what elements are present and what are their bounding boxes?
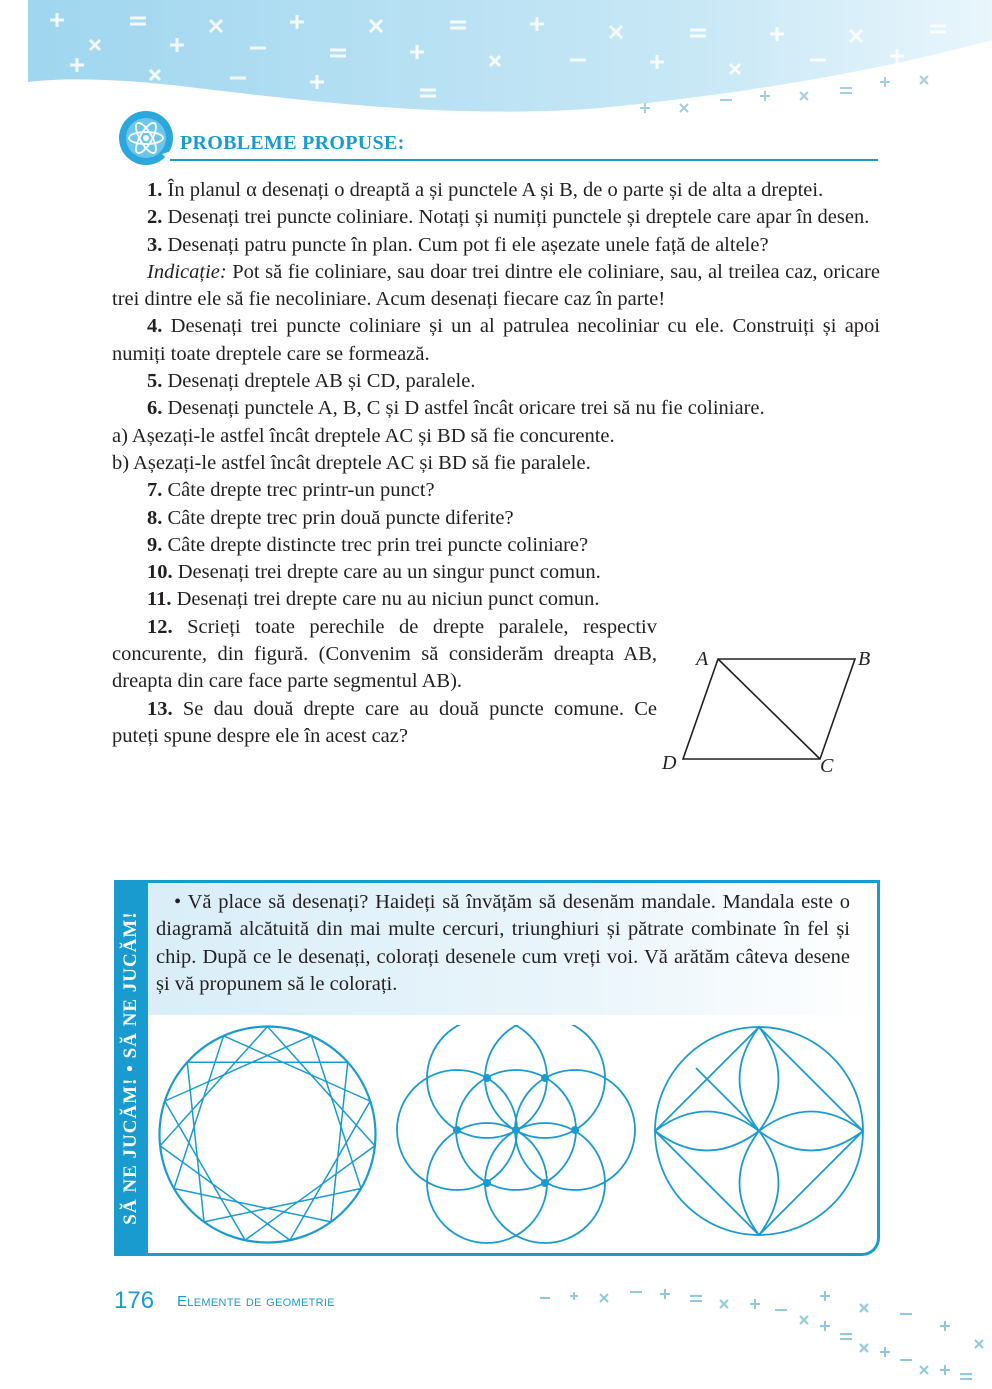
atom-icon [118,110,174,166]
star-chord [290,1101,370,1240]
problem-2: 2. Desenați trei puncte coliniare. Notați și numiți punctele și dreptele care apar în desen. [147,206,870,229]
problem-9: 9. Câte drepte distincte trec prin trei puncte coliniare? [147,533,589,556]
game-side-label: SĂ NE JUCĂM! • SĂ NE JUCĂM! [120,911,141,1225]
mandala-petals [650,1022,868,1240]
game-text: • Vă place să desenați? Haideți să învățăm să desenăm mandale. Mandala este o diagramă alcătuită din mai multe cercuri, triunghiuri și pătrate combinate în fel și chip. După ce le desenați, colorați desenele cum vreți voi. Vă arătăm câteva desene și vă propunem să le colorați. [156,891,850,995]
problem-13: 13. Se dau două drepte care au două puncte comune. Ce puteți spune despre ele în acest caz? [112,697,657,747]
problem-10: 10. Desenați trei drepte care au un singur punct comun. [147,561,601,584]
mandala-circles [395,1025,637,1253]
figure-label-b: B [858,648,871,670]
problem-6: 6. Desenați punctele A, B, C și D astfel încât oricare trei să nu fie coliniare. [147,397,765,420]
problem-12: 12. Scrieți toate perechile de drepte paralele, respectiv concurente, din figură. (Convenim să considerăm dreapta AB, dreapta din care face parte segmentul AB). [112,615,657,693]
star-chord [165,1036,312,1101]
problem-6b: b) Așezați-le astfel încât dreptele AC și BD să fie paralele. [112,451,591,474]
mandala-star [155,1022,380,1247]
star-chord [268,1027,375,1146]
figure-label-d: D [662,752,677,774]
problem-8: 8. Câte drepte trec prin două puncte diferite? [147,506,514,529]
problem-6a: a) Așezați-le astfel încât dreptele AC și BD să fie concurente. [112,424,615,447]
star-chord [224,1036,371,1101]
problem-7: 7. Câte drepte trec printr-un punct? [147,479,435,502]
star-chord [160,1146,290,1240]
problem-1: 1. În planul α desenați o dreaptă a și punctele A și B, de o parte și de alta a dreptei. [147,179,824,201]
parallelogram-figure [680,655,880,770]
section-title: PROBLEME PROPUSE: [180,132,405,154]
star-chord [160,1027,267,1146]
chapter-title: Elemente de geometrie [177,1293,335,1310]
star-chord [165,1101,245,1240]
star-chord [245,1146,375,1240]
problem-3: 3. Desenați patru puncte în plan. Cum pot fi ele așezate unele față de altele? [147,233,769,256]
problem-5: 5. Desenați dreptele AB și CD, paralele. [147,370,476,393]
footer-decoration [520,1270,992,1389]
figure-label-c: C [820,755,834,777]
problem-11: 11. Desenați trei drepte care nu au niciun punct comun. [147,588,600,611]
page-number: 176 [114,1287,155,1314]
figure-label-a: A [696,648,709,670]
problem-3-hint: Indicație: Pot să fie coliniare, sau doar trei dintre ele coliniare, sau, al treilea caz, oricare trei dintre ele să fie necoliniare. Acum desenați fiecare caz în parte! [112,260,880,311]
section-divider [170,159,878,161]
problem-4: 4. Desenați trei puncte coliniare și un al patrulea necoliniar cu ele. Construiți și apoi numiți toate dreptele care se formează. [112,315,880,365]
